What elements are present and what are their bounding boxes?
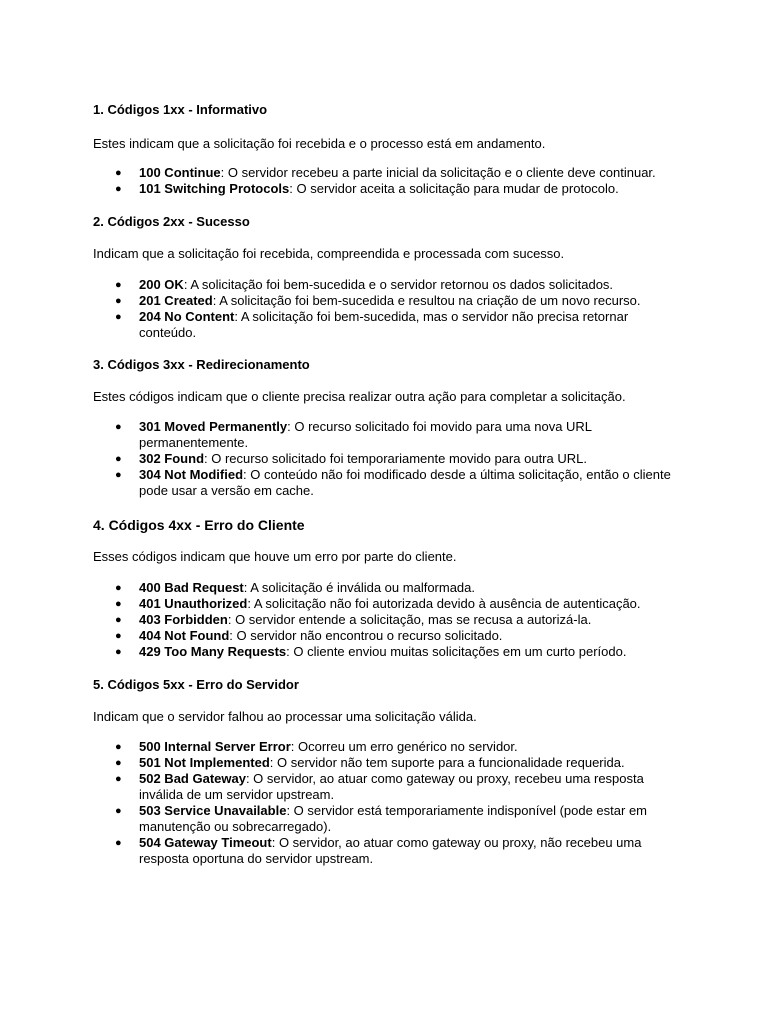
status-description: : O servidor não encontrou o recurso solicitado. — [229, 628, 503, 643]
section-heading: 2. Códigos 2xx - Sucesso — [93, 214, 250, 229]
status-description: : O servidor não tem suporte para a funcionalidade requerida. — [269, 755, 625, 770]
status-description: : A solicitação é inválida ou malformada. — [243, 580, 476, 595]
list-item — [93, 644, 683, 660]
section-2xx — [93, 214, 683, 340]
status-description: : O servidor, ao atuar como gateway ou proxy, recebeu uma resposta inválida de um servidor upstream. — [139, 771, 644, 802]
bullet-icon: ● — [115, 183, 122, 195]
section-heading: 4. Códigos 4xx - Erro do Cliente — [93, 517, 305, 533]
status-code: 400 Bad Request — [139, 580, 244, 595]
status-code-list — [93, 580, 683, 660]
status-code-list — [93, 277, 683, 341]
status-code-list — [93, 419, 683, 499]
status-description: : A solicitação não foi autorizada devido à ausência de autenticação. — [247, 596, 641, 611]
status-code: 429 Too Many Requests — [139, 644, 287, 659]
bullet-icon: ● — [115, 773, 122, 785]
status-code: 201 Created — [139, 293, 213, 308]
bullet-icon: ● — [115, 421, 122, 433]
status-code: 101 Switching Protocols — [139, 181, 290, 196]
section-heading: 5. Códigos 5xx - Erro do Servidor — [93, 677, 299, 692]
status-description: : O servidor aceita a solicitação para mudar de protocolo. — [289, 181, 619, 196]
list-item — [93, 181, 683, 197]
bullet-icon: ● — [115, 805, 122, 817]
status-code: 304 Not Modified — [139, 467, 244, 482]
status-code: 204 No Content — [139, 309, 235, 324]
list-item — [93, 755, 683, 771]
bullet-icon: ● — [115, 741, 122, 753]
status-code: 200 OK — [139, 277, 184, 292]
list-item — [93, 596, 683, 612]
section-heading: 1. Códigos 1xx - Informativo — [93, 102, 268, 117]
list-item — [93, 451, 683, 467]
status-description: : O conteúdo não foi modificado desde a última solicitação, então o cliente pode usar a versão em cache. — [139, 467, 671, 498]
status-code: 403 Forbidden — [139, 612, 228, 627]
bullet-icon: ● — [115, 614, 122, 626]
list-item — [93, 835, 683, 867]
status-description: : O recurso solicitado foi temporariamente movido para outra URL. — [204, 451, 587, 466]
section-intro: Estes indicam que a solicitação foi recebida e o processo está em andamento. — [93, 136, 546, 151]
section-3xx — [93, 357, 683, 498]
section-1xx — [93, 102, 683, 196]
status-code: 100 Continue — [139, 165, 221, 180]
status-code: 504 Gateway Timeout — [139, 835, 272, 850]
list-item — [93, 467, 683, 499]
status-description: : O servidor está temporariamente indisponível (pode estar em manutenção ou sobrecarregado). — [139, 803, 647, 834]
status-code: 302 Found — [139, 451, 205, 466]
status-description: : O recurso solicitado foi movido para uma nova URL permanentemente. — [139, 419, 592, 450]
status-code: 502 Bad Gateway — [139, 771, 246, 786]
status-code-list — [93, 165, 683, 197]
list-item — [93, 580, 683, 596]
status-description: : O cliente enviou muitas solicitações em um curto período. — [286, 644, 627, 659]
section-intro: Estes códigos indicam que o cliente precisa realizar outra ação para completar a solicitação. — [93, 389, 626, 404]
bullet-icon: ● — [115, 598, 122, 610]
section-intro: Indicam que a solicitação foi recebida, compreendida e processada com sucesso. — [93, 246, 565, 261]
status-code-list — [93, 739, 683, 867]
section-intro: Esses códigos indicam que houve um erro por parte do cliente. — [93, 549, 457, 564]
bullet-icon: ● — [115, 646, 122, 658]
list-item — [93, 165, 683, 181]
status-code: 500 Internal Server Error — [139, 739, 291, 754]
bullet-icon: ● — [115, 582, 122, 594]
section-4xx — [93, 517, 683, 659]
status-description: : O servidor recebeu a parte inicial da solicitação e o cliente deve continuar. — [220, 165, 656, 180]
status-description: : A solicitação foi bem-sucedida e o servidor retornou os dados solicitados. — [183, 277, 614, 292]
list-item — [93, 293, 683, 309]
bullet-icon: ● — [115, 837, 122, 849]
bullet-icon: ● — [115, 453, 122, 465]
status-description: : A solicitação foi bem-sucedida, mas o servidor não precisa retornar conteúdo. — [139, 309, 629, 340]
bullet-icon: ● — [115, 279, 122, 291]
status-code: 301 Moved Permanently — [139, 419, 288, 434]
list-item — [93, 771, 683, 803]
list-item — [93, 309, 683, 341]
status-code: 401 Unauthorized — [139, 596, 248, 611]
list-item — [93, 803, 683, 835]
bullet-icon: ● — [115, 311, 122, 323]
section-intro: Indicam que o servidor falhou ao processar uma solicitação válida. — [93, 709, 477, 724]
list-item — [93, 419, 683, 451]
status-description: : Ocorreu um erro genérico no servidor. — [290, 739, 518, 754]
bullet-icon: ● — [115, 630, 122, 642]
list-item — [93, 739, 683, 755]
bullet-icon: ● — [115, 757, 122, 769]
section-heading: 3. Códigos 3xx - Redirecionamento — [93, 357, 310, 372]
status-code: 501 Not Implemented — [139, 755, 270, 770]
status-description: : A solicitação foi bem-sucedida e resultou na criação de um novo recurso. — [212, 293, 641, 308]
status-description: : O servidor entende a solicitação, mas se recusa a autorizá-la. — [227, 612, 592, 627]
list-item — [93, 612, 683, 628]
bullet-icon: ● — [115, 469, 122, 481]
status-code: 404 Not Found — [139, 628, 230, 643]
bullet-icon: ● — [115, 167, 122, 179]
bullet-icon: ● — [115, 295, 122, 307]
list-item — [93, 628, 683, 644]
status-code: 503 Service Unavailable — [139, 803, 287, 818]
status-description: : O servidor, ao atuar como gateway ou proxy, não recebeu uma resposta oportuna do servidor upstream. — [139, 835, 642, 866]
list-item — [93, 277, 683, 293]
section-5xx — [93, 677, 683, 866]
